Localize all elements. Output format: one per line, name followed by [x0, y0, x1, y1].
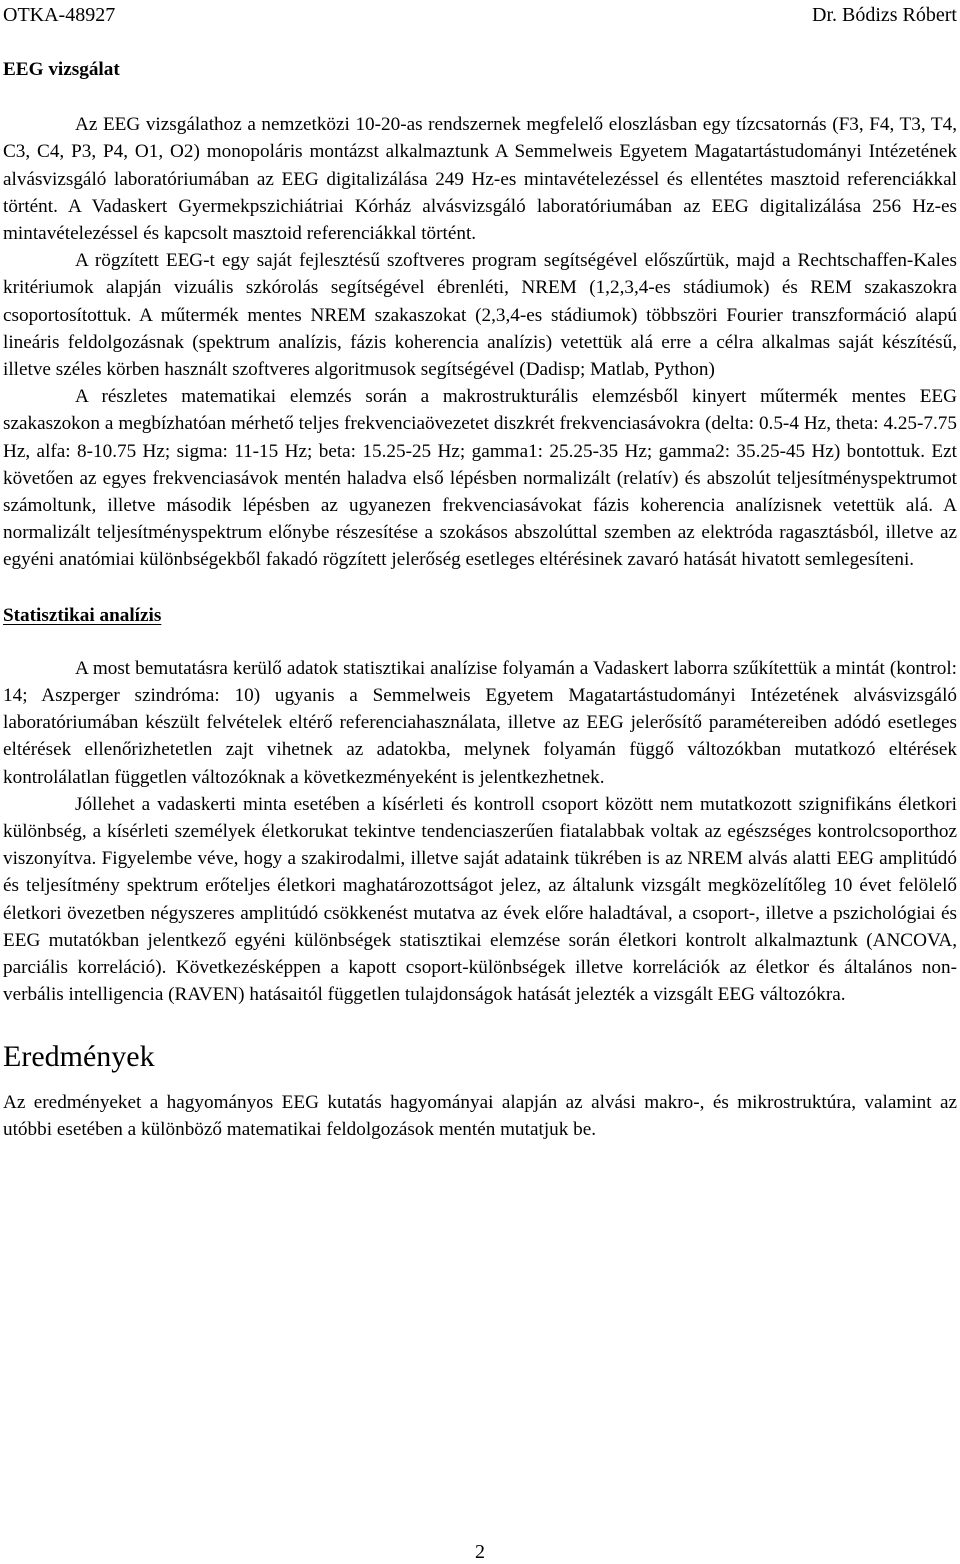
paragraph: Az eredményeket a hagyományos EEG kutatás hagyományai alapján az alvási makro-, és mikrostruktúra, valamint az utóbbi esetében a különböző matematikai feldolgozások mentén mutatjuk be. [3, 1091, 957, 1140]
section-title-statistics: Statisztikai analízis [3, 604, 162, 626]
section-title-results: Eredmények [3, 1039, 155, 1073]
header-author: Dr. Bódizs Róbert [812, 4, 957, 26]
paragraph: A részletes matematikai elemzés során a makrostrukturális elemzésből kinyert műtermék mentes EEG szakaszokon a megbízhatóan mérhető teljes frekvenciaövezetet diszkrét frekvenciasávokra (delta: 0.5-4 Hz, theta: 4.25-7.75 Hz, alfa: 8-10.75 Hz; sigma: 11-15 Hz; beta: 15.25-25 Hz; gamma1: 25.25-35 Hz; gamma2: 35.25-45 Hz) bontottuk. Ezt követően az egyes frekvenciasávok mentén haladva első lépésben normalizált (relatív) és abszolút teljesítményspektrumot számoltunk, illetve második lépésben az ugyanezen frekvenciasávokat fázis koherencia analízisnek vetettük alá. A normalizált teljesítményspektrum előnybe részesítése a szokásos abszolúttal szemben az elektróda ragasztásból, illetve az egyéni anatómiai különbségekből fakadó rögzített jelerőség esetleges eltérésinek zavaró hatását hivatott semlegesíteni. [3, 386, 957, 571]
paragraph: Jóllehet a vadaskerti minta esetében a kísérleti és kontroll csoport között nem mutatkozott szignifikáns életkori különbség, a kísérleti személyek életkorukat tekintve tendenciaszerűen fiatalabbak voltak az egészséges kontrolcsoporthoz viszonyítva. Figyelembe véve, hogy a szakirodalmi, illetve saját adataink tükrében is az NREM alvás alatti EEG amplitúdó és teljesítmény spektrum erőteljes életkori maghatározottságot jelez, az általunk vizsgált megközelítőleg 10 évet felölelő életkori övezetben négyszeres amplitúdó csökkenést mutatva az évek előre haladtával, a csoport-, illetve a pszichológiai és EEG mutatókban jelentkező egyéni különbségek statisztikai elemzése során életkori kontrolt alkalmaztunk (ANCOVA, parciális korreláció). Következésképpen a kapott csoport-különbségek illetve korrelációk az életkor és általános non-verbális intelligencia (RAVEN) hatásaitól független tulajdonságok hatását jelezték a vizsgált EEG változókra. [3, 793, 957, 1006]
paragraph: A most bemutatásra kerülő adatok statisztikai analízise folyamán a Vadaskert laborra szűkítettük a mintát (kontrol: 14; Aszperger szindróma: 10) ugyanis a Semmelweis Egyetem Magatartástudományi Intézetének alvásvizsgáló laboratóriumában készült felvételek eltérő referenciahasználata, illetve az EEG jelerősítő paramétereiben adódó esetleges eltérések ellenőrizhetetlen zajt vihetnek az adatokba, melynek folyamán függő változókban mutatkozó eltérések kontrolálatlan független változóknak a következményeként is jelentkezhetnek. [3, 657, 957, 788]
document-body [3, 56, 957, 1143]
header-project-id: OTKA-48927 [3, 4, 116, 26]
paragraph: Az EEG vizsgálathoz a nemzetközi 10-20-as rendszernek megfelelő eloszlásban egy tízcsatornás (F3, F4, T3, T4, C3, C4, P3, P4, O1, O2) monopoláris montázst alkalmaztunk A Semmelweis Egyetem Magatartástudományi Intézetének alvásvizsgáló laboratóriumában az EEG digitalizálása 249 Hz-es mintavételezéssel és ellentétes masztoid referenciákkal történt. A Vadaskert Gyermekpszichiátriai Kórház alvásvizsgáló laboratóriumában az EEG digitalizálása 256 Hz-es mintavételezéssel és kapcsolt masztoid referenciákkal történt. [3, 114, 957, 245]
section-title-eeg: EEG vizsgálat [3, 59, 120, 80]
paragraph: A rögzített EEG-t egy saját fejlesztésű szoftveres program segítségével előszűrtük, majd a Rechtschaffen-Kales kritériumok alapján vizuális szkórolás segítségével ébrenléti, NREM (1,2,3,4-es stádiumok) és REM szakaszokra csoportosítottuk. A műtermék mentes NREM szakaszokat (2,3,4-es stádiumok) többszöri Fourier transzformáció alapú lineáris feldolgozásnak (spektrum analízis, fázis koherencia analízis) vetettük alá erre a célra alkalmas saját készítésű, illetve széles körben használt szoftveres algoritmusok segítségével (Dadisp; Matlab, Python) [3, 250, 957, 381]
page-header [3, 2, 957, 28]
page-number: 2 [475, 1541, 485, 1563]
